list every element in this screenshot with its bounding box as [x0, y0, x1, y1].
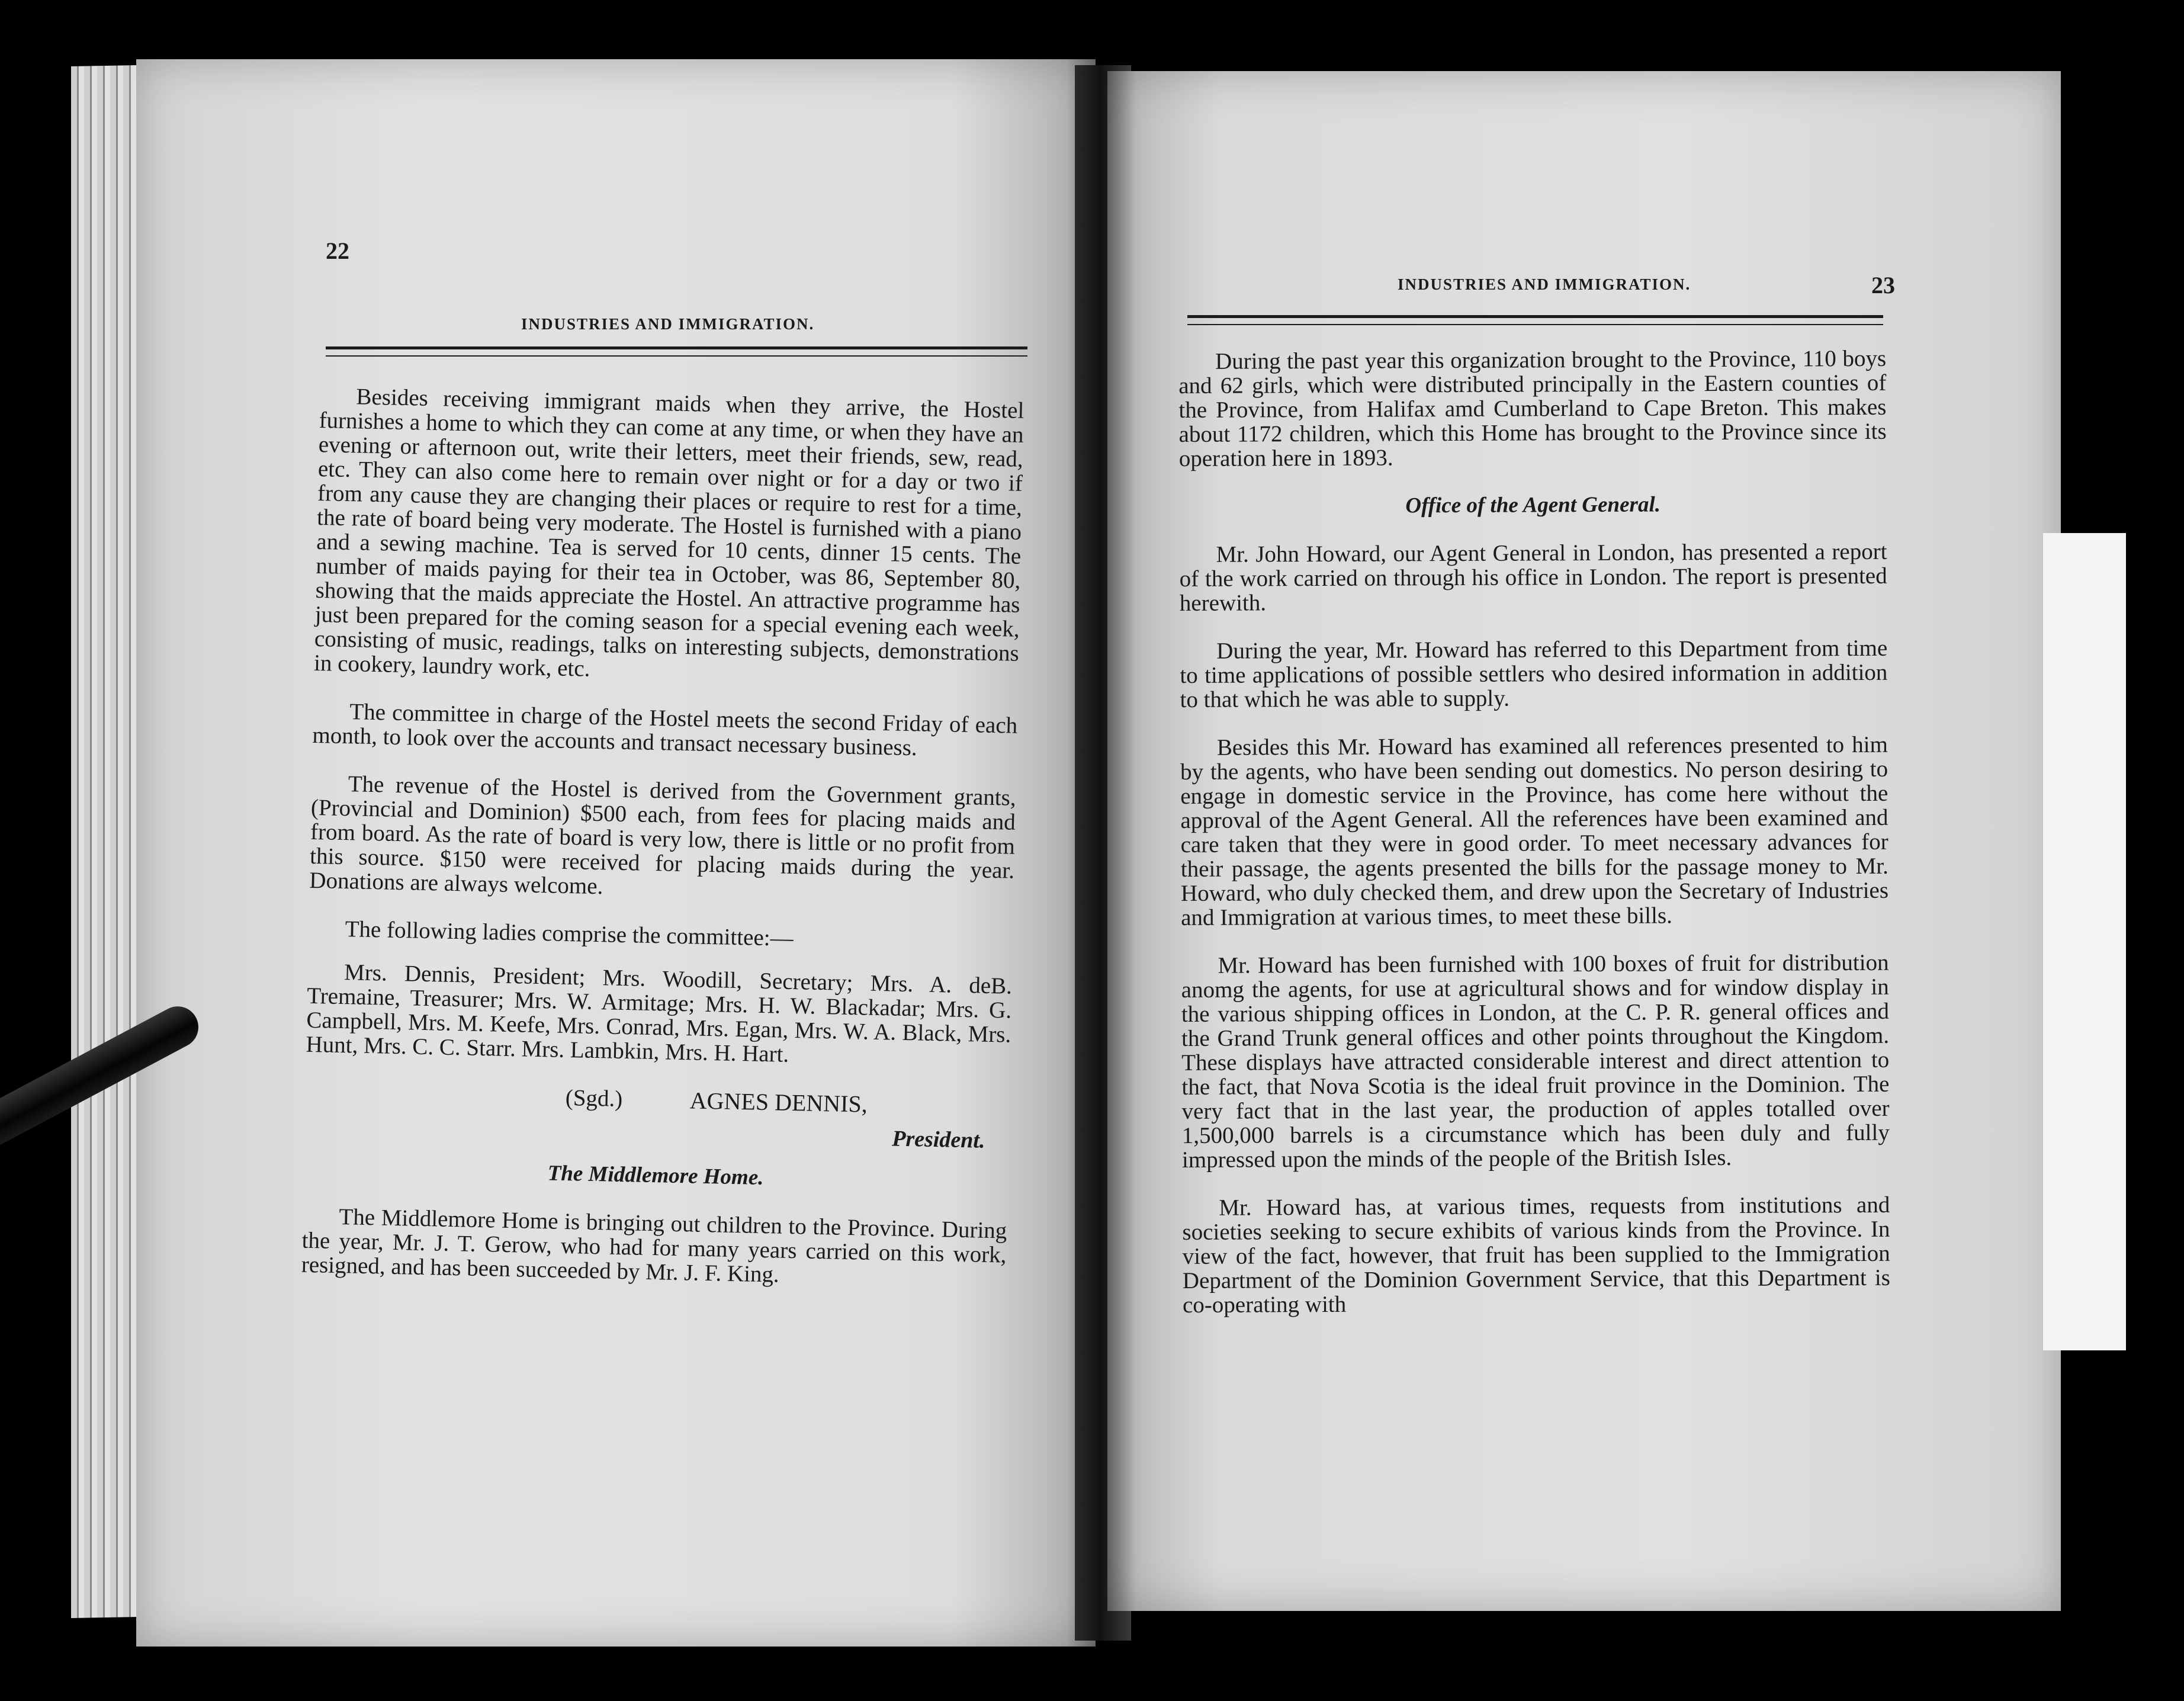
header-rule — [1187, 315, 1883, 325]
paragraph: The committee in charge of the Hostel meets the second Friday of each month, to look over the accounts and transact necessary business. — [312, 699, 1018, 761]
section-heading: Office of the Agent General. — [1405, 492, 1661, 518]
page-number: 23 — [1871, 272, 1895, 299]
paragraph: Mr. John Howard, our Agent General in London, has presented a report of the work carried on through his office in London. The report is presented herewith. — [1179, 538, 1887, 616]
header-rule — [326, 346, 1027, 357]
signature-sgd: (Sgd.) — [565, 1084, 623, 1112]
paragraph: Besides this Mr. Howard has examined all references presented to him by the agents, who have been sending out domestics. No person desiring to engage in domestic service in the Province, has come here without the approval of the Agent General. All the references have been examined and care taken that they were in good order. To meet necessary advances for their passage, the agents presented the bills for the passage money to Mr. Howard, who duly checked them, and drew upon the Secretary of Industries and Immigration at various times, to meet these bills. — [1180, 731, 1889, 930]
signature-name: AGNES DENNIS, — [689, 1087, 868, 1118]
paragraph: Mr. Howard has, at various times, requests from institutions and societies seeking to secure exhibits of various kinds from the Province. In view of the fact, however, that fruit has been supplied to the Immigration Department of the Dominion Government Service, that this Department is co-operating with — [1182, 1192, 1890, 1318]
section-heading: The Middlemore Home. — [547, 1161, 764, 1190]
paragraph: During the past year this organization brought to the Province, 110 boys and 62 girls, which were distributed principally in the Eastern counties of the Province, from Halifax amd Cumberland to Cape Breton. This makes about 1172 children, which this Home has brought to the Province since its operation here in 1893. — [1178, 345, 1887, 471]
left-column — [301, 384, 1024, 1315]
paragraph: The Middlemore Home is bringing out children to the Province. During the year, Mr. J. T. Gerow, who had for many years carried on this work, resigned, and has been succeeded by Mr. J. F. King. — [301, 1203, 1007, 1288]
right-page — [1107, 71, 2061, 1611]
running-head: INDUSTRIES AND IMMIGRATION. — [521, 315, 815, 333]
committee-list: Mrs. Dennis, President; Mrs. Woodill, Secretary; Mrs. A. deB. Tremaine, Treasurer; Mrs. W. Armitage; Mrs. H. W. Blackadar; Mrs. G. Campbell, Mrs. M. Keefe, Mrs. Conrad, Mrs. Egan, Mrs. W. A. Black, Mrs. Hunt, Mrs. C. C. Starr. Mrs. Lambkin, Mrs. H. Hart. — [306, 959, 1013, 1067]
right-column — [1178, 346, 1890, 1341]
page-number: 22 — [326, 238, 349, 264]
paper-slip — [2043, 533, 2126, 1350]
paragraph: The revenue of the Hostel is derived from the Government grants, (Provincial and Dominion) $500 each, from fees for placing maids and from board. As the rate of board is very low, there is little or no profit from this source. $150 were received for placing maids during the year. Donations are always welcome. — [309, 771, 1017, 900]
signature-title: President. — [891, 1126, 985, 1153]
paragraph: Besides receiving immigrant maids when they arrive, the Hostel furnishes a home to which they can come at any time, or when they have an evening or afternoon out, write their letters, meet their friends, sew, read, etc. They can also come here to remain over night or for a day or two if from any cause they are changing their places or require to rest for a time, the rate of board being very moderate. The Hostel is furnished with a piano and a sewing machine. Tea is served for 10 cents, dinner 15 cents. The number of maids paying for their tea in October, was 86, September 80, showing that the maids appreciate the Hostel. An attractive programme has just been prepared for the coming season for a special evening each week, consisting of music, readings, talks on interesting subjects, demonstrations in cookery, laundry work, etc. — [313, 384, 1024, 682]
signature-block — [304, 1080, 1010, 1154]
paragraph: During the year, Mr. Howard has referred to this Department from time to time applications of possible settlers who desired information in addition to that which he was able to supply. — [1180, 635, 1888, 713]
running-head: INDUSTRIES AND IMMIGRATION. — [1398, 275, 1691, 293]
paragraph: The following ladies comprise the committee:— — [345, 916, 794, 951]
paragraph: Mr. Howard has been furnished with 100 boxes of fruit for distribution anomg the agents, for use at agricultural shows and for window display in the various shipping offices in London, at the C. P. R. general offices and the Grand Trunk general offices and other points throughout the Kingdom. These displays have attracted considerable interest and direct attention to the fact, that Nova Scotia is the ideal fruit province in the Dominion. The very fact that in the last year, the production of apples totalled over 1,500,000 barrels is a circumstance which has been duly and fully impressed upon the minds of the people of the British Isles. — [1181, 949, 1890, 1173]
left-page — [136, 59, 1096, 1647]
